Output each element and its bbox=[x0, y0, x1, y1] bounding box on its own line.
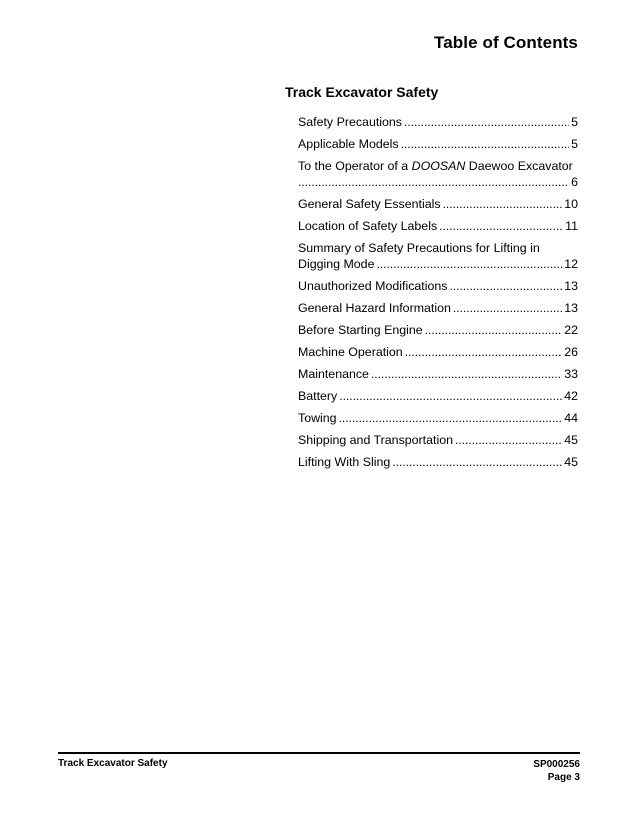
toc-entry-before-starting-engine[interactable] bbox=[298, 322, 578, 338]
toc-entry-shipping-and-transportation[interactable] bbox=[298, 432, 578, 448]
toc-entry-label: Before Starting Engine bbox=[298, 323, 423, 337]
toc-entry-line2 bbox=[298, 174, 578, 190]
toc-entry-page: 6 bbox=[571, 175, 578, 189]
toc-entry-battery[interactable] bbox=[298, 388, 578, 404]
toc-entry-machine-operation[interactable] bbox=[298, 344, 578, 360]
toc-entry-safety-precautions[interactable] bbox=[298, 114, 578, 130]
toc-leader-dots bbox=[376, 256, 562, 272]
toc-entry-page: 11 bbox=[565, 219, 578, 233]
toc-entry-page: 45 bbox=[564, 433, 578, 447]
toc-leader-dots bbox=[453, 300, 562, 316]
toc-leader-dots bbox=[339, 410, 563, 426]
toc-entry-summary-lifting[interactable] bbox=[298, 240, 578, 272]
toc-entry-label: Lifting With Sling bbox=[298, 455, 391, 469]
toc-entry-label: Towing bbox=[298, 411, 337, 425]
toc-entry-to-the-operator[interactable] bbox=[298, 158, 578, 190]
footer-page-number: Page 3 bbox=[547, 772, 580, 783]
toc-leader-dots bbox=[449, 278, 562, 294]
toc-leader-dots bbox=[339, 388, 562, 404]
toc-entry-general-safety-essentials[interactable] bbox=[298, 196, 578, 212]
toc-entry-page: 22 bbox=[564, 323, 578, 337]
toc-entry-maintenance[interactable] bbox=[298, 366, 578, 382]
toc-entry-label: General Hazard Information bbox=[298, 301, 451, 315]
toc-leader-dots bbox=[371, 366, 562, 382]
toc-entry-label: Safety Precautions bbox=[298, 115, 403, 129]
toc-entry-page: 26 bbox=[564, 345, 578, 359]
footer-title: Track Excavator Safety bbox=[58, 758, 168, 769]
toc-leader-dots bbox=[401, 136, 570, 152]
toc-entry-towing[interactable] bbox=[298, 410, 578, 426]
toc-entry-label: Unauthorized Modifications bbox=[298, 279, 448, 293]
toc-entry-page: 33 bbox=[564, 367, 578, 381]
toc-entry-line2 bbox=[298, 256, 578, 272]
toc-entry-label: Machine Operation bbox=[298, 345, 403, 359]
toc-leader-dots bbox=[425, 322, 563, 338]
footer-divider bbox=[58, 752, 580, 754]
toc-entry-page: 45 bbox=[564, 455, 578, 469]
toc-entry-page: 44 bbox=[564, 411, 578, 425]
toc-entry-page: 5 bbox=[571, 115, 578, 129]
toc-entry-label-line2: Digging Mode bbox=[298, 257, 375, 271]
toc-entry-page: 42 bbox=[564, 389, 578, 403]
page-title: Table of Contents bbox=[434, 33, 578, 52]
toc-list bbox=[298, 114, 578, 476]
toc-entry-label: Shipping and Transportation bbox=[298, 433, 453, 447]
toc-leader-dots bbox=[404, 114, 569, 130]
section-title: Track Excavator Safety bbox=[285, 84, 439, 100]
toc-entry-lifting-with-sling[interactable] bbox=[298, 454, 578, 470]
toc-entry-line1 bbox=[298, 240, 578, 256]
toc-leader-dots bbox=[439, 218, 563, 234]
toc-entry-label-post: Daewoo Excavator bbox=[465, 159, 573, 173]
toc-leader-dots bbox=[455, 432, 562, 448]
toc-entry-brand: DOOSAN bbox=[411, 159, 466, 173]
toc-entry-label: Summary of Safety Precautions for Lifting in bbox=[298, 241, 540, 255]
toc-entry-line1 bbox=[298, 158, 578, 174]
toc-entry-label: General Safety Essentials bbox=[298, 197, 441, 211]
toc-leader-dots bbox=[298, 174, 569, 190]
footer-doc-number: SP000256 bbox=[533, 759, 580, 770]
toc-entry-page: 12 bbox=[564, 257, 578, 271]
toc-leader-dots bbox=[443, 196, 563, 212]
toc-leader-dots bbox=[405, 344, 563, 360]
toc-leader-dots bbox=[392, 454, 562, 470]
toc-entry-label: Maintenance bbox=[298, 367, 369, 381]
toc-entry-applicable-models[interactable] bbox=[298, 136, 578, 152]
toc-entry-general-hazard-information[interactable] bbox=[298, 300, 578, 316]
toc-entry-page: 10 bbox=[564, 197, 578, 211]
toc-entry-label: Applicable Models bbox=[298, 137, 399, 151]
footer-page-info bbox=[533, 758, 580, 784]
toc-entry-page: 13 bbox=[564, 279, 578, 293]
toc-entry-location-of-safety-labels[interactable] bbox=[298, 218, 578, 234]
toc-entry-label: Battery bbox=[298, 389, 338, 403]
toc-entry-page: 5 bbox=[571, 137, 578, 151]
toc-entry-unauthorized-modifications[interactable] bbox=[298, 278, 578, 294]
toc-entry-page: 13 bbox=[564, 301, 578, 315]
toc-entry-label: Location of Safety Labels bbox=[298, 219, 438, 233]
toc-entry-label-pre: To the Operator of a bbox=[298, 159, 412, 173]
